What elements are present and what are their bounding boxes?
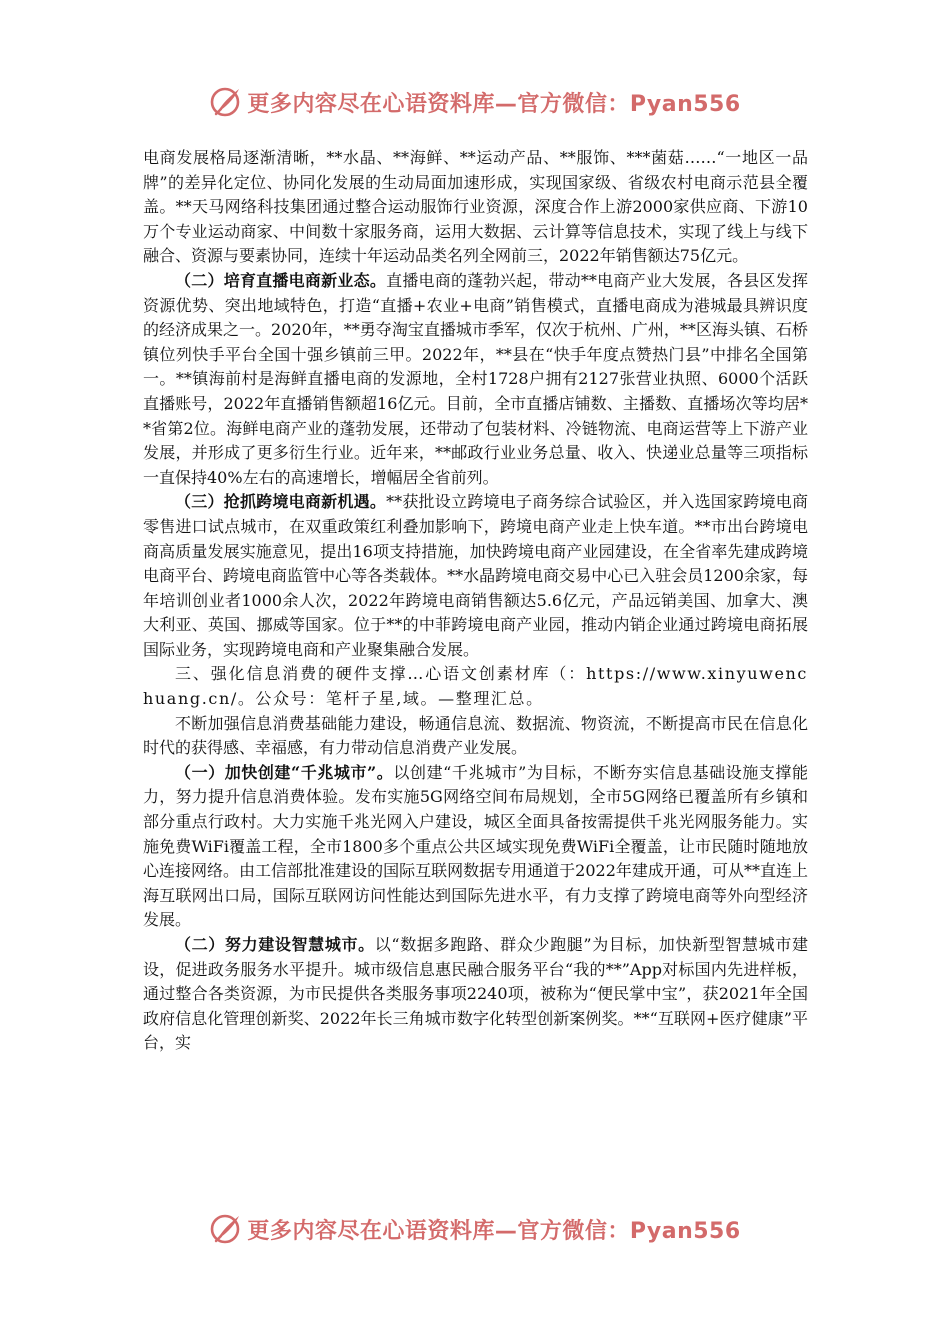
section-lead: （二）培育直播电商新业态。 (175, 270, 387, 290)
document-body (143, 146, 808, 1056)
paragraph-7 (143, 933, 808, 1056)
paragraph-2 (143, 269, 808, 490)
paragraph-text: **获批设立跨境电子商务综合试验区，并入选国家跨境电商零售进口试点城市，在双重政策红利叠加影响下，跨境电商产业走上快车道。**市出台跨境电商高质量发展实施意见，提出16项支持措施，加快跨境电商产业园建设，在全省率先建成跨境电商平台、跨境电商监管中心等各类载体。**水晶跨境电商交易中心已入驻会员1200余家，每年培训创业者1000余人次，2022年跨境电商销售额达5.6亿元，产品远销美国、加拿大、澳大利亚、英国、挪威等国家。位于**的中菲跨境电商产业园，推动内销企业通过跨境电商拓展国际业务，实现跨境电商和产业聚集融合发展。 (143, 492, 808, 659)
section-heading-3 (143, 662, 808, 711)
section-lead: （一）加快创建“千兆城市”。 (175, 762, 394, 782)
header-banner (0, 82, 950, 122)
paragraph-5 (143, 712, 808, 761)
paragraph-text: 不断加强信息消费基础能力建设，畅通信息流、数据流、物资流，不断提高市民在信息化时代的获得感、幸福感，有力带动信息消费产业发展。 (143, 713, 808, 758)
footer-banner (0, 1209, 950, 1249)
paragraph-text: 直播电商的蓬勃兴起，带动**电商产业大发展，各县区发挥资源优势、突出地域特色，打造“直播+农业+电商”销售模式，直播电商成为港城最具辨识度的经济成果之一。2020年，**勇夺淘宝直播城市季军，仅次于杭州、广州，**区海头镇、石桥镇位列快手平台全国十强乡镇前三甲。2022年，**县在“快手年度点赞热门县”中排名全国第一。**镇海前村是海鲜直播电商的发源地，全村1728户拥有2127张营业执照、6000个活跃直播账号，2022年直播销售额超16亿元。目前，全市直播店铺数、主播数、直播场次等均居**省第2位。海鲜电商产业的蓬勃发展，还带动了包装材料、冷链物流、电商运营等上下游产业发展，并形成了更多衍生行业。近年来，**邮政行业业务总量、收入、快递业总量等三项指标一直保持40%左右的高速增长，增幅居全省前列。 (143, 270, 808, 487)
quill-pen-logo-icon (209, 85, 243, 119)
section-lead: （三）抢抓跨境电商新机遇。 (175, 492, 387, 512)
paragraph-text: 电商发展格局逐渐清晰，**水晶、**海鲜、**运动产品、**服饰、***菌菇……“一地区一品牌”的差异化定位、协同化发展的生动局面加速形成，实现国家级、省级农村电商示范县全覆盖。**天马网络科技集团通过整合运动服饰行业资源，深度合作上游2000家供应商、下游10万个专业运动商家、中间数十家服务商，运用大数据、云计算等信息技术，实现了线上与线下融合、资源与要素协同，连续十年运动品类名列全网前三，2022年销售额达75亿元。 (143, 148, 808, 266)
paragraph-text: 三、强化信息消费的硬件支撑…心语文创素材库（：https://www.xinyuwenchuang.cn/。公众号：笔杆子星,域。—整理汇总。 (143, 664, 808, 709)
quill-pen-logo-icon (209, 1212, 243, 1246)
banner-text: 更多内容尽在心语资料库—官方微信：Pyan556 (247, 91, 741, 117)
paragraph-1 (143, 146, 808, 269)
paragraph-6 (143, 761, 808, 933)
paragraph-text: 以创建“千兆城市”为目标，不断夯实信息基础设施支撑能力，努力提升信息消费体验。发布实施5G网络空间布局规划，全市5G网络已覆盖所有乡镇和部分重点行政村。大力实施千兆光网入户建设，城区全面具备按需提供千兆光网服务能力。实施免费WiFi覆盖工程，全市1800多个重点公共区域实现免费WiFi全覆盖，让市民随时随地放心连接网络。由工信部批准建设的国际互联网数据专用通道于2022年建成开通，可从**直连上海互联网出口局，国际互联网访问性能达到国际先进水平，有力支撑了跨境电商等外向型经济发展。 (143, 762, 808, 930)
paragraph-3 (143, 490, 808, 662)
banner-text: 更多内容尽在心语资料库—官方微信：Pyan556 (247, 1218, 741, 1244)
paragraph-text: 以“数据多跑路、群众少跑腿”为目标，加快新型智慧城市建设，促进政务服务水平提升。城市级信息惠民融合服务平台“我的**”App对标国内先进样板，通过整合各类资源，为市民提供各类服务事项2240项，被称为“便民掌中宝”，获2021年全国政府信息化管理创新奖、2022年长三角城市数字化转型创新案例奖。**“互联网+医疗健康”平台，实 (143, 935, 808, 1053)
section-lead: （二）努力建设智慧城市。 (175, 935, 375, 954)
